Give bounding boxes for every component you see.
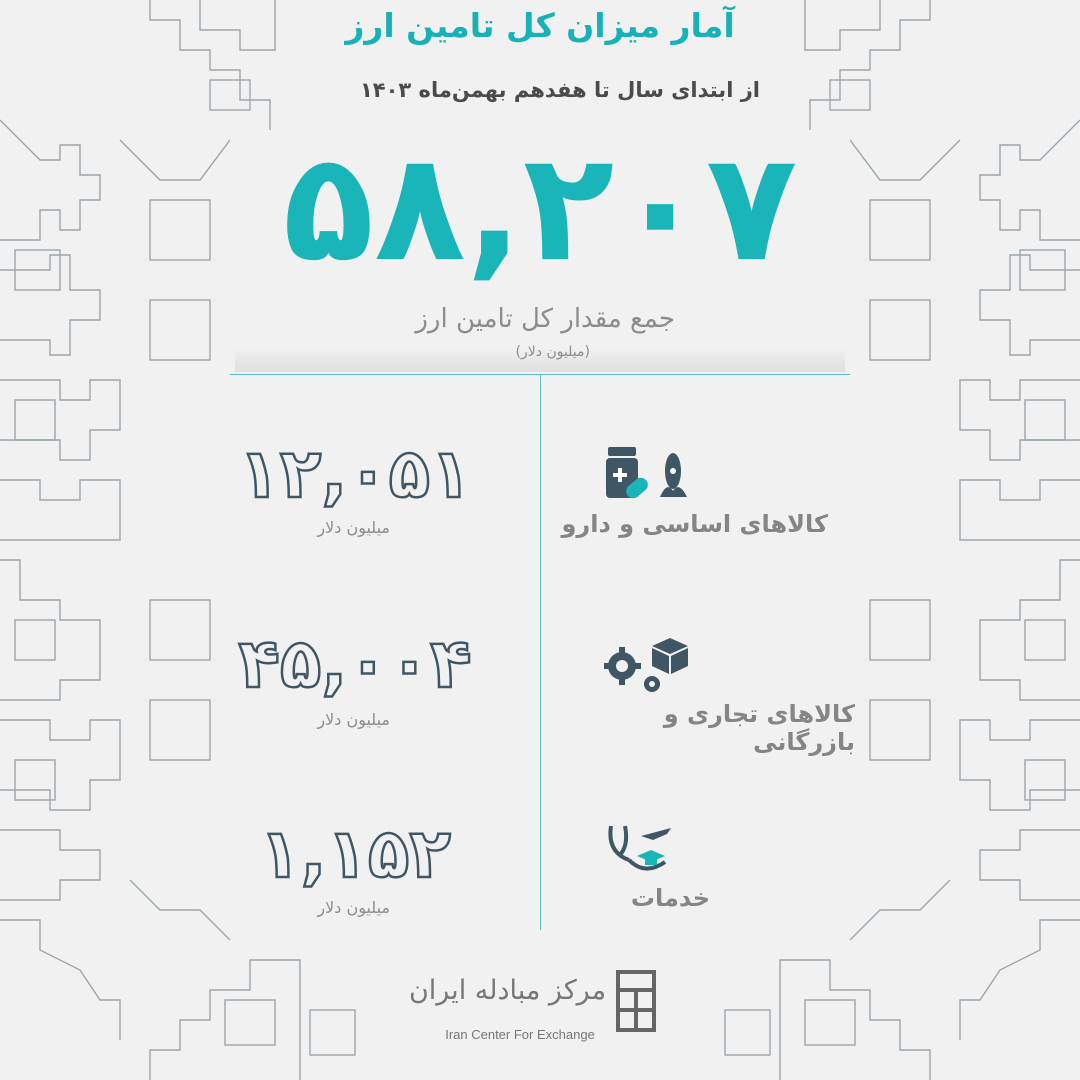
label-commercial-goods: کالاهای تجاری و بازرگانی [663, 700, 855, 756]
label-basic-goods: کالاهای اساسی و دارو [561, 510, 828, 538]
amount-services: ۱,۱۵۲ [259, 815, 451, 894]
label-services: خدمات [630, 884, 710, 912]
total-label: جمع مقدار کل تامین ارز [415, 304, 675, 334]
page-subtitle: از ابتدای سال تا هفدهم بهمن‌ماه ۱۴۰۳ [359, 78, 760, 102]
services-icon [605, 822, 675, 880]
logo-icon [616, 970, 656, 1032]
unit-basic-goods: میلیون دلار [317, 518, 390, 537]
total-amount: ۵۸,۲۰۷ [282, 121, 798, 295]
unit-commercial-goods: میلیون دلار [317, 710, 390, 729]
total-unit: (میلیون دلار) [515, 344, 590, 360]
gears-box-icon [604, 636, 689, 694]
amount-commercial-goods: ۴۵,۰۰۴ [238, 625, 472, 704]
logo-name: مرکز مبادله ایران [408, 975, 607, 1006]
amount-basic-goods: ۱۲,۰۵۱ [238, 435, 472, 514]
logo-english: Iran Center For Exchange [445, 1027, 595, 1042]
page-title: آمار میزان کل تامین ارز [345, 6, 735, 45]
vertical-divider [540, 375, 541, 930]
unit-services: میلیون دلار [317, 898, 390, 917]
medicine-grain-icon [605, 447, 695, 507]
